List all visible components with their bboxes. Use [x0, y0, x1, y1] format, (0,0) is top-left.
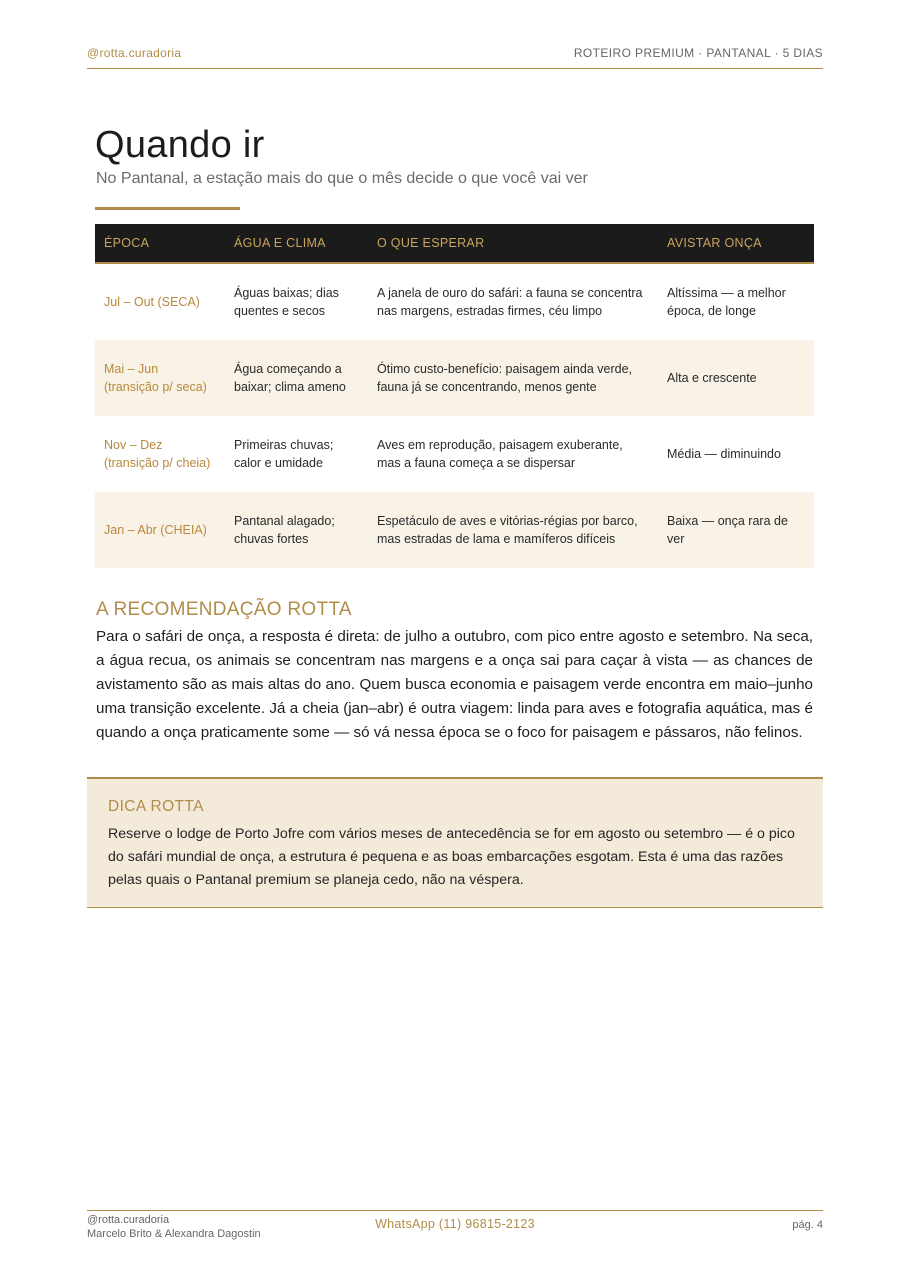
- water-climate-cell: Água começando a baixar; clima ameno: [225, 340, 368, 416]
- page-title: Quando ir: [95, 124, 265, 166]
- table-header-row: [95, 224, 814, 263]
- table-row: [95, 416, 814, 492]
- water-climate-cell: Águas baixas; dias quentes e secos: [234, 285, 339, 318]
- page-number: pág. 4: [792, 1219, 823, 1231]
- column-header-what-to-expect: O QUE ESPERAR: [368, 224, 658, 263]
- column-header-epoch: ÉPOCA: [95, 224, 225, 263]
- column-header-jaguar-sighting: AVISTAR ONÇA: [658, 224, 814, 263]
- table-row: [95, 263, 814, 340]
- page-header: [87, 46, 823, 69]
- what-to-expect-cell: A janela de ouro do safári: a fauna se concentra nas margens, estradas firmes, céu limpo: [377, 285, 643, 318]
- what-to-expect-cell: Ótimo custo-benefício: paisagem ainda verde, fauna já se concentrando, menos gente: [368, 340, 658, 416]
- jaguar-sighting-cell: Alta e crescente: [658, 340, 814, 416]
- table-row: [95, 340, 814, 416]
- footer-handle: @rotta.curadoria: [87, 1214, 170, 1226]
- epoch-cell: Jul – Out (SECA): [104, 294, 200, 309]
- page-footer: [87, 1210, 823, 1247]
- season-table: [95, 224, 814, 568]
- tip-box: [87, 777, 823, 908]
- header-running-title: ROTEIRO PREMIUM · PANTANAL · 5 DIAS: [573, 46, 823, 60]
- recommendation-body: Para o safári de onça, a resposta é direta: de julho a outubro, com pico entre agosto e setembro. Na seca, a água recua, os animais se concentram nas margens e a onça sai para caçar à vista — as chances de avistamento são as mais altas do ano. Quem busca economia e paisagem verde encontra em maio–junho uma transição excelente. Já a cheia (jan–abr) é outra viagem: linda para aves e fotografia aquática, mas é quando a onça praticamente some — só vá nessa época se o foco for paisagem e pássaros, não felinos.: [96, 628, 813, 741]
- water-climate-cell: Pantanal alagado; chuvas fortes: [225, 492, 368, 568]
- epoch-cell: Jan – Abr (CHEIA): [95, 492, 225, 568]
- column-header-water-climate: ÁGUA E CLIMA: [225, 224, 368, 263]
- table-row: [95, 492, 814, 568]
- water-climate-cell: Primeiras chuvas; calor e umidade: [234, 437, 334, 470]
- title-divider: [95, 207, 240, 210]
- jaguar-sighting-cell: Altíssima — a melhor época, de longe: [667, 285, 786, 318]
- footer-authors: Marcelo Brito & Alexandra Dagostin: [87, 1228, 261, 1240]
- recommendation-heading: A RECOMENDAÇÃO ROTTA: [96, 599, 352, 620]
- page-subtitle: No Pantanal, a estação mais do que o mês decide o que você vai ver: [96, 170, 588, 187]
- tip-text: Reserve o lodge de Porto Jofre com vários meses de antecedência se for em agosto ou setembro — é o pico do safári mundial de onça, a estrutura é pequena e as boas embarcações esgotam. Esta é uma das razões pelas quais o Pantanal premium se planeja cedo, não na véspera.: [108, 826, 795, 888]
- jaguar-sighting-cell: Média — diminuindo: [667, 446, 781, 461]
- epoch-cell: Nov – Dez (transição p/ cheia): [104, 437, 211, 470]
- epoch-cell: Mai – Jun (transição p/ seca): [95, 340, 225, 416]
- footer-whatsapp-contact: WhatsApp (11) 96815-2123: [375, 1217, 535, 1231]
- jaguar-sighting-cell: Baixa — onça rara de ver: [658, 492, 814, 568]
- tip-title: DICA ROTTA: [108, 798, 204, 815]
- what-to-expect-cell: Aves em reprodução, paisagem exuberante, mas a fauna começa a se dispersar: [377, 437, 623, 470]
- what-to-expect-cell: Espetáculo de aves e vitórias-régias por barco, mas estradas de lama e mamíferos difíceis: [368, 492, 658, 568]
- header-handle: @rotta.curadoria: [87, 46, 182, 60]
